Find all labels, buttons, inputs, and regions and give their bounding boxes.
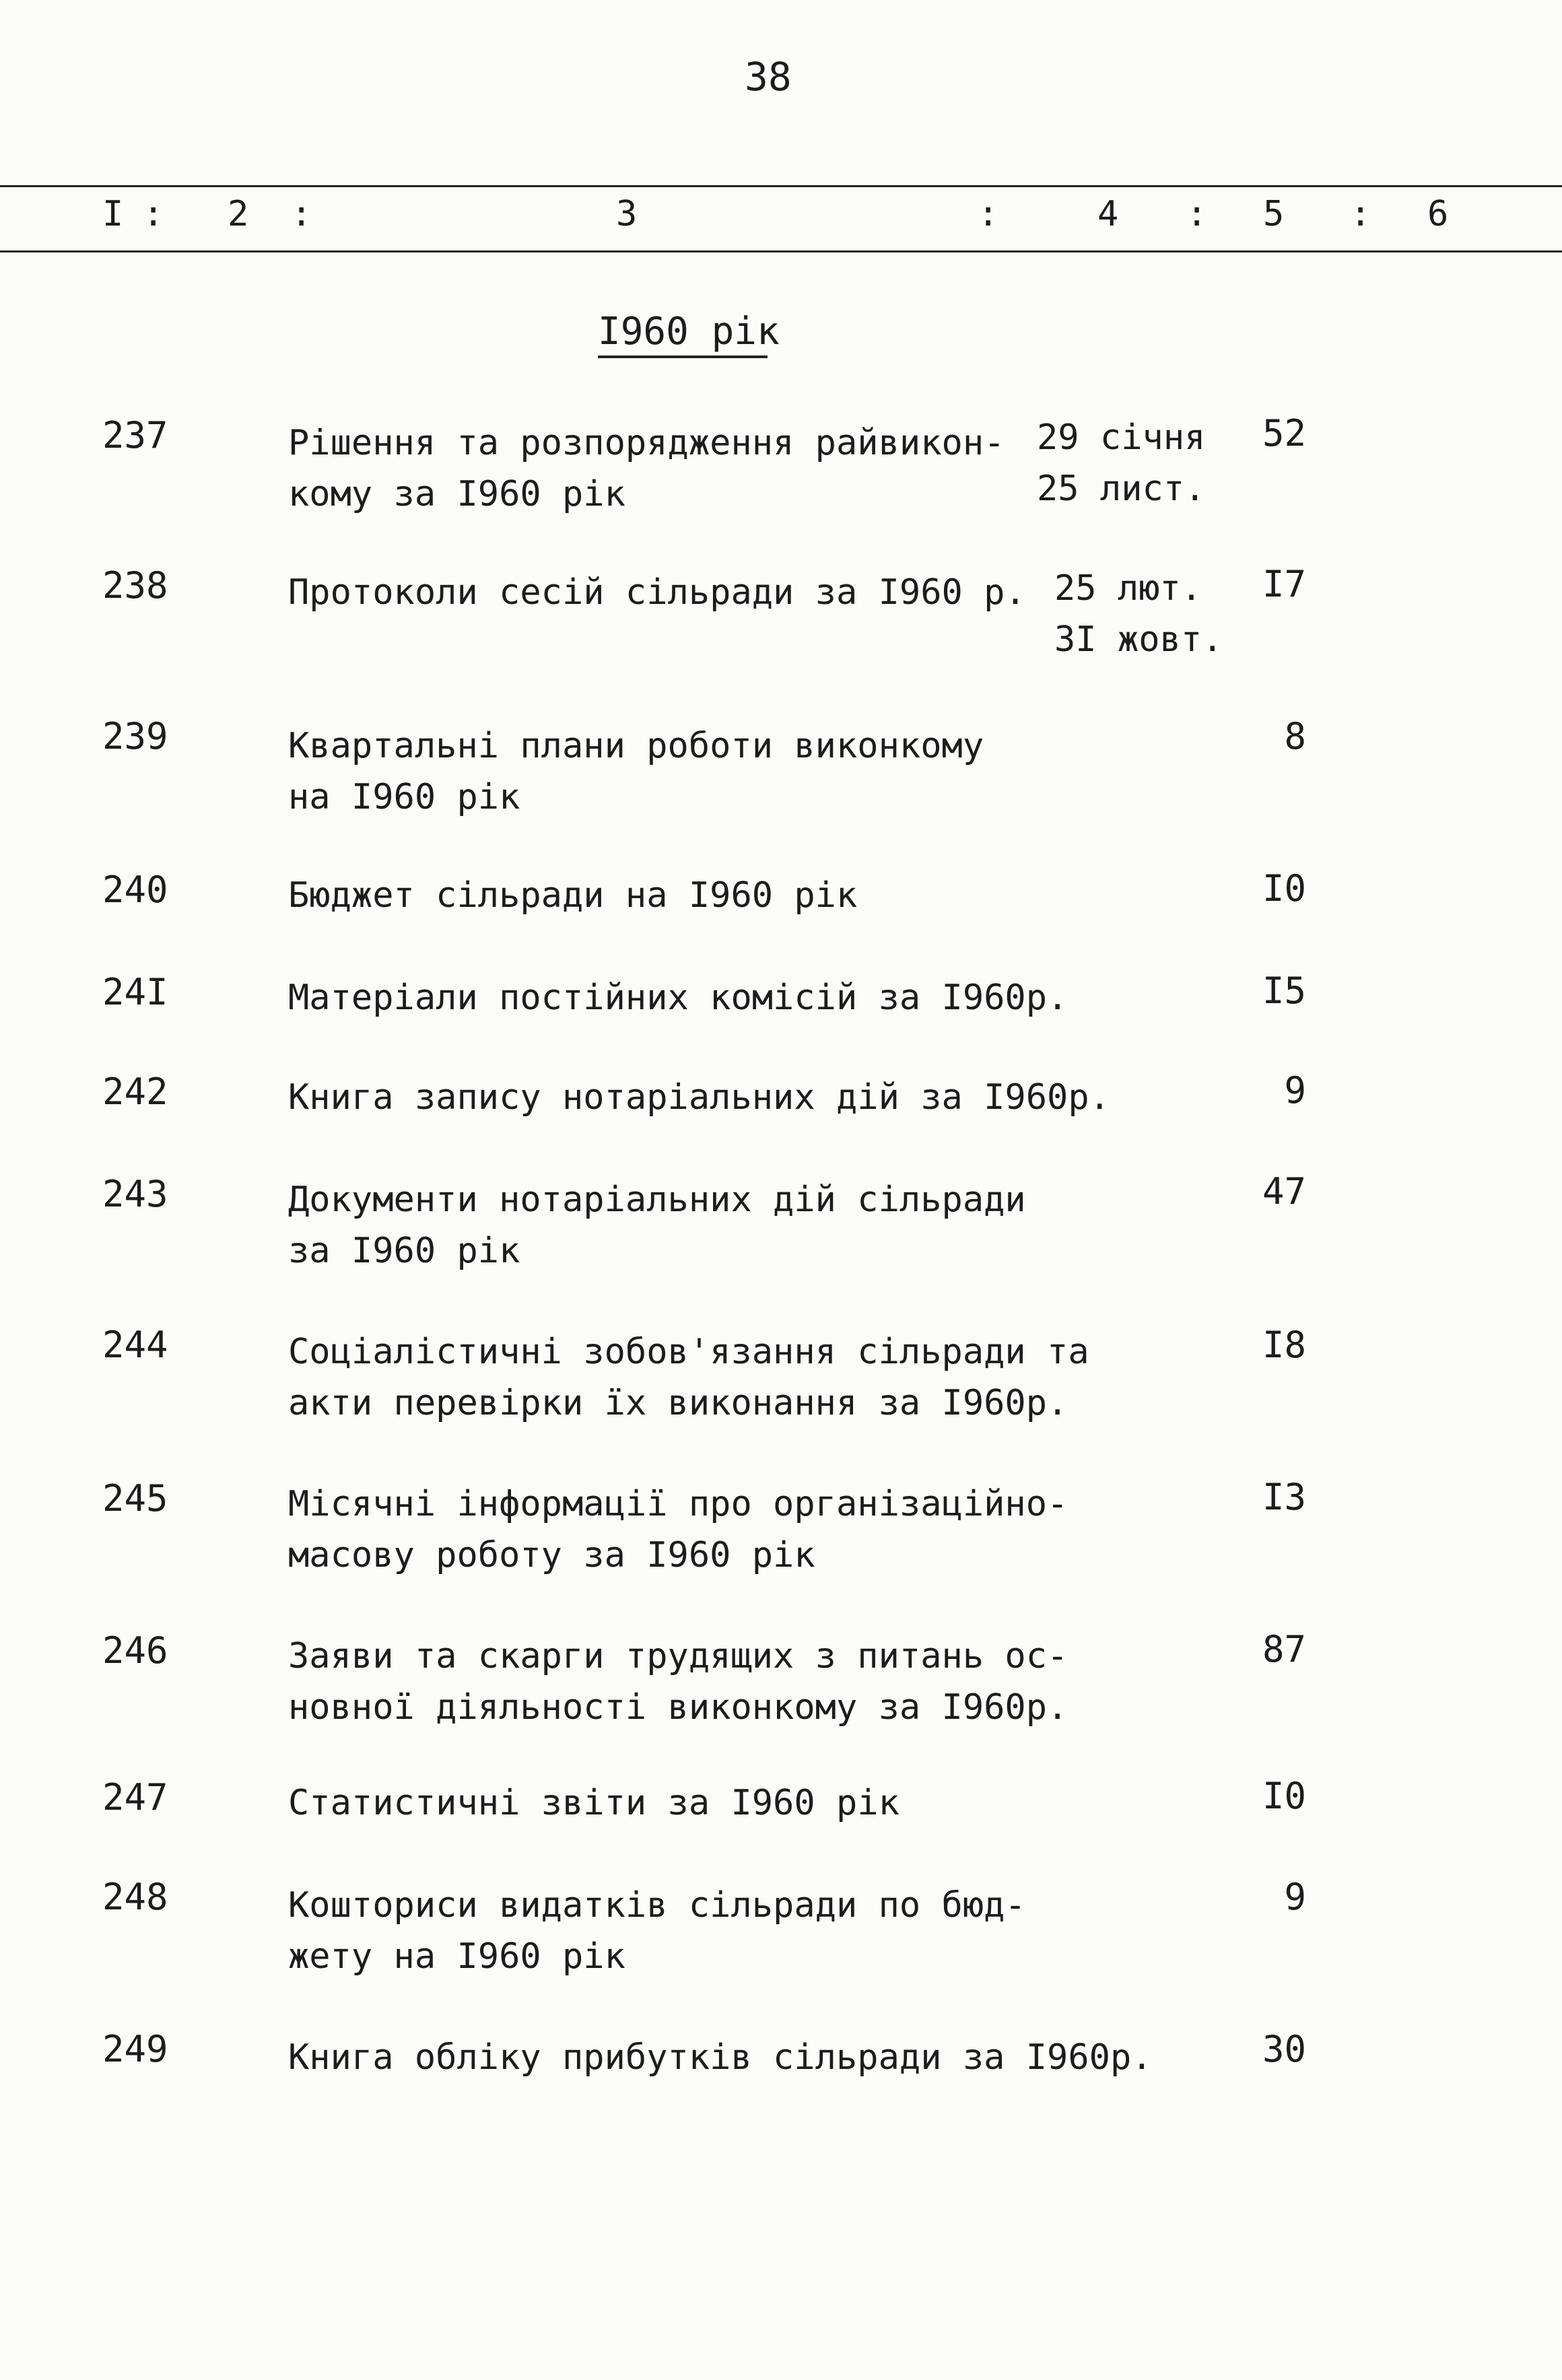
header-separator: : (1186, 194, 1208, 234)
entry-title-line-1: Матеріали постійних комісій за I960р. (288, 978, 1068, 1018)
entry-sheet-count: 52 (1262, 412, 1306, 454)
entry-sheet-count: 87 (1262, 1628, 1306, 1670)
entry-date-end: 25 лист. (1037, 469, 1206, 509)
header-separator: : (291, 194, 312, 234)
entry-number: 246 (102, 1629, 168, 1672)
header-col-4: 4 (1097, 194, 1119, 234)
entry-title-line-2: за I960 рік (288, 1231, 520, 1271)
entry-number: 238 (102, 564, 168, 607)
header-col-6: 6 (1427, 194, 1449, 234)
header-separator: : (1350, 194, 1371, 234)
entry-number: 249 (102, 2028, 168, 2070)
entry-title-line-2: масову роботу за I960 рік (288, 1535, 815, 1575)
entry-number: 243 (102, 1173, 168, 1215)
entry-title-line-1: Статистичні звіти за I960 рік (288, 1783, 899, 1823)
entry-title-line-1: Квартальні плани роботи виконкому (288, 726, 984, 766)
entry-sheet-count: 9 (1284, 1876, 1306, 1918)
entry-sheet-count: I0 (1262, 1775, 1306, 1817)
entry-sheet-count: I7 (1262, 563, 1306, 605)
entry-title-line-2: жету на I960 рік (288, 1936, 625, 1977)
table-header-top-rule (0, 185, 1562, 187)
entry-number: 240 (102, 869, 168, 911)
entry-title-line-1: Кошториси видатків сільради по бюд- (288, 1885, 1026, 1926)
entry-number: 237 (102, 414, 168, 456)
header-separator: : (143, 194, 164, 234)
entry-title-line-1: Протоколи сесій сільради за I960 р. (288, 572, 1026, 613)
entry-date-start: 25 лют. (1054, 568, 1202, 609)
header-col-5: 5 (1263, 194, 1285, 234)
header-col-1: I (102, 194, 124, 234)
entry-sheet-count: I5 (1262, 970, 1306, 1012)
entry-title-line-1: Заяви та скарги трудящих з питань ос- (288, 1636, 1068, 1676)
entry-title-line-1: Книга обліку прибутків сільради за I960р. (288, 2037, 1153, 2078)
entry-sheet-count: 30 (1262, 2028, 1306, 2070)
entry-title-line-2: новної діяльності виконкому за I960р. (288, 1687, 1068, 1728)
section-title-underline (598, 355, 768, 358)
header-col-2: 2 (228, 194, 249, 234)
header-separator: : (978, 194, 999, 234)
entry-number: 244 (102, 1324, 168, 1366)
entry-sheet-count: I0 (1262, 867, 1306, 910)
entry-title-line-1: Місячні інформації про організаційно- (288, 1484, 1068, 1524)
entry-title-line-1: Рішення та розпорядження райвикон- (288, 423, 1005, 463)
entry-sheet-count: 47 (1262, 1170, 1306, 1213)
entry-number: 239 (102, 715, 168, 757)
section-title: I960 рік (598, 310, 780, 353)
entry-number: 245 (102, 1477, 168, 1520)
entry-title-line-1: Книга запису нотаріальних дій за I960р. (288, 1077, 1110, 1118)
entry-title-line-2: кому за I960 рік (288, 474, 625, 514)
entry-date-end: 3I жовт. (1054, 619, 1223, 660)
entry-sheet-count: 9 (1284, 1069, 1306, 1112)
entry-sheet-count: 8 (1284, 715, 1306, 757)
entry-sheet-count: I8 (1262, 1324, 1306, 1366)
entry-number: 24I (102, 971, 168, 1013)
entry-title-line-1: Соціалістичні зобов'язання сільради та (288, 1332, 1089, 1372)
entry-title-line-2: акти перевірки їх виконання за I960р. (288, 1383, 1068, 1423)
table-header-bottom-rule (0, 250, 1562, 252)
entry-date-start: 29 січня (1037, 417, 1206, 458)
header-col-3: 3 (616, 194, 638, 234)
entry-sheet-count: I3 (1262, 1476, 1306, 1518)
entry-title-line-1: Документи нотаріальних дій сільради (288, 1180, 1026, 1220)
entry-title-line-1: Бюджет сільради на I960 рік (288, 875, 858, 916)
entry-number: 242 (102, 1070, 168, 1113)
entry-number: 248 (102, 1876, 168, 1918)
entry-number: 247 (102, 1776, 168, 1818)
page-number: 38 (745, 54, 792, 100)
entry-title-line-2: на I960 рік (288, 777, 520, 817)
